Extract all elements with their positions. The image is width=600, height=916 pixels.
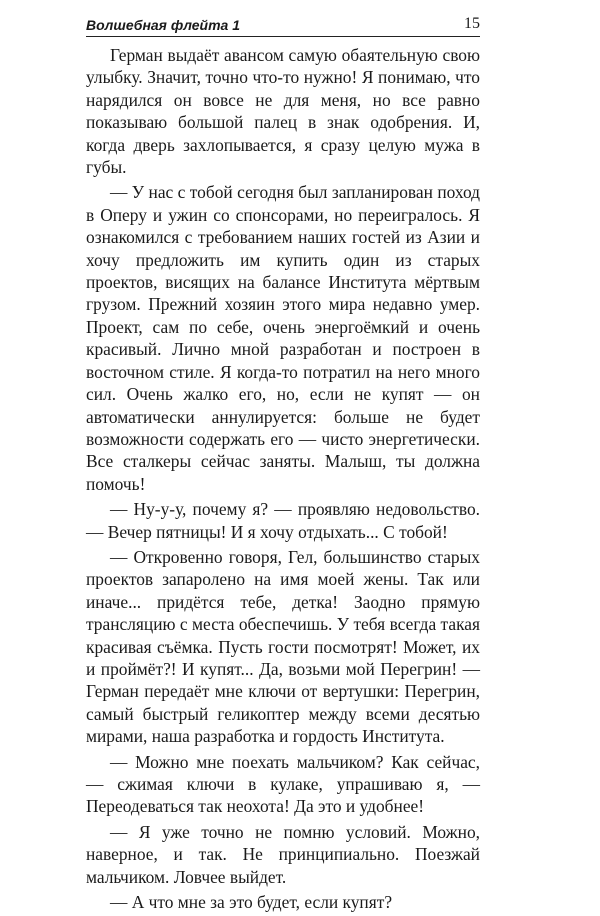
paragraph: — Можно мне поехать мальчиком? Как сейчас, — сжимая ключи в кулаке, упрашиваю я, — Переодеваться так неохота! Да это и удобнее! bbox=[86, 751, 480, 817]
running-head bbox=[86, 10, 480, 37]
page-number: 15 bbox=[464, 15, 480, 32]
paragraph: — Откровенно говоря, Гел, большинство старых проектов запаролено на имя моей жены. Так или иначе... придётся тебе, детка! Заодно прямую трансляцию с места обеспечишь. У тебя всегда такая красивая съёмка. Пусть гости посмотрят! Может, их и проймёт?! И купят... Да, возьми мой Перегрин! — Герман передаёт мне ключи от вертушки: Перегрин, самый быстрый геликоптер между всеми десятью мирами, наша разработка и гордость Института. bbox=[86, 546, 480, 747]
body-text bbox=[86, 44, 480, 916]
paragraph: — А что мне за это будет, если купят? bbox=[110, 892, 393, 913]
paragraph: — У нас с тобой сегодня был запланирован поход в Оперу и ужин со спонсорами, но переигралось. Я ознакомился с требованием наших гостей из Азии и хочу предложить им купить один из старых проектов, висящих на балансе Института мёртвым грузом. Прежний хозяин этого мира недавно умер. Проект, сам по себе, очень энергоёмкий и очень красивый. Лично мной разработан и построен в восточном стиле. Я когда-то потратил на него много сил. Очень жалко его, но, если не купят — он автоматически аннулируется: больше не будет возможности содержать его — чисто энергетически. Все сталкеры сейчас заняты. Малыш, ты должна помочь! bbox=[86, 182, 480, 494]
running-title: Волшебная флейта 1 bbox=[86, 17, 240, 33]
paragraph: — Я уже точно не помню условий. Можно, наверное, и так. Не принципиально. Поезжай мальчиком. Ловчее выйдет. bbox=[86, 821, 480, 887]
paragraph: — Ну-у-у, почему я? — проявляю недовольство. — Вечер пятницы! И я хочу отдыхать... С тобой! bbox=[86, 499, 480, 542]
paragraph: Герман выдаёт авансом самую обаятельную свою улыбку. Значит, точно что-то нужно! Я понимаю, что нарядился он вовсе не для меня, но все равно показываю большой палец в знак одобрения. И, когда дверь захлопывается, я сразу целую мужа в губы. bbox=[86, 45, 480, 178]
